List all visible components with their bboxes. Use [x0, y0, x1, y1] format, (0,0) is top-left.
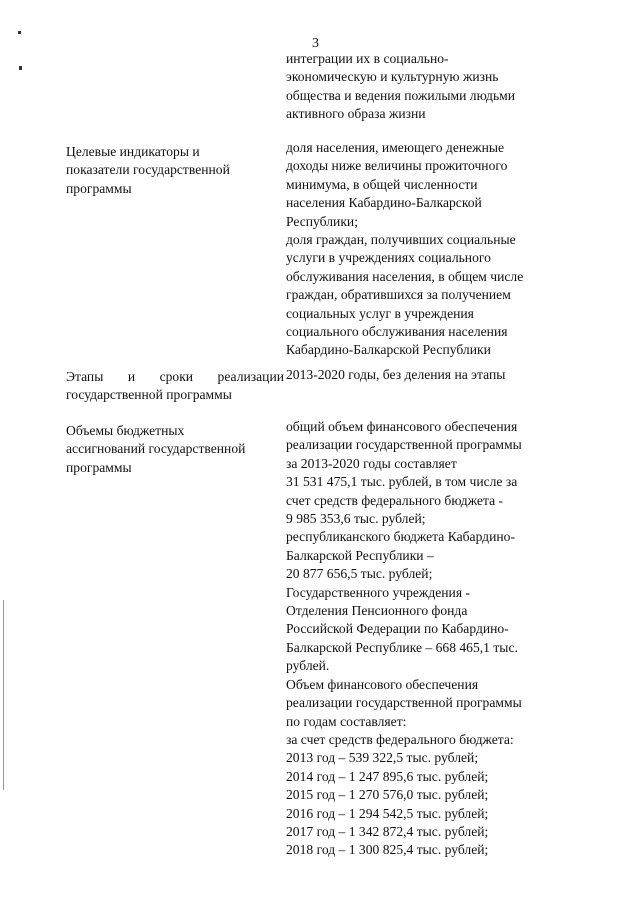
text-line: счет средств федерального бюджета - [286, 492, 504, 508]
text-line: 2015 год – 1 270 576,0 тыс. рублей; [286, 787, 489, 803]
text-line: доходы ниже величины прожиточного [286, 158, 508, 174]
text-line: по годам составляет: [286, 713, 407, 729]
text-line: доля граждан, получивших социальные [286, 232, 516, 248]
text-line: населения Кабардино-Балкарской [286, 195, 482, 211]
funding-label: Объемы бюджетных ассигнований государственной программы [66, 423, 246, 475]
text-line: услуги в учреждениях социального [286, 250, 491, 266]
text-line: Государственного учреждения - [286, 584, 470, 600]
text-line: 2018 год – 1 300 825,4 тыс. рублей; [286, 842, 489, 858]
text-line: социального обслуживания населения [286, 324, 508, 340]
text-line: Балкарской Республики – [286, 547, 434, 563]
text-line: экономическую и культурную жизнь [286, 69, 499, 85]
text-line: 2013-2020 годы, без деления на этапы [286, 367, 506, 382]
text-line: 2014 год – 1 247 895,6 тыс. рублей; [286, 768, 489, 784]
text-line: общий объем финансового обеспечения [286, 419, 518, 434]
scan-mark [18, 31, 21, 34]
text-line: 2016 год – 1 294 542,5 тыс. рублей; [286, 805, 489, 821]
text-line: Балкарской Республике – 668 465,1 тыс. [286, 639, 518, 655]
indicators-text [286, 139, 586, 360]
text-line: доля населения, имеющего денежные [286, 140, 505, 155]
stages-label: Этапы и сроки реализации государственной программы [66, 369, 284, 403]
stages-text [286, 366, 586, 384]
page-number: 3 [312, 36, 319, 51]
text-line: Объем финансового обеспечения [286, 676, 479, 692]
text-line: Отделения Пенсионного фонда [286, 603, 468, 619]
text-line: 20 877 656,5 тыс. рублей; [286, 566, 433, 582]
text-line: 9 985 353,6 тыс. рублей; [286, 511, 426, 527]
text-line: республиканского бюджета Кабардино- [286, 529, 515, 545]
text-line: минимума, в общей численности [286, 176, 478, 192]
text-line: граждан, обратившихся за получением [286, 287, 511, 303]
funding-text [286, 418, 586, 860]
text-line: 31 531 475,1 тыс. рублей, в том числе за [286, 474, 518, 490]
text-line: социальных услуг в учреждения [286, 305, 474, 321]
scan-mark [19, 66, 22, 70]
indicators-label: Целевые индикаторы и показатели государственной программы [66, 144, 230, 196]
text-line: обслуживания населения, в общем числе [286, 268, 524, 284]
text-line: за 2013-2020 годы составляет [286, 455, 457, 471]
text-line: Республики; [286, 213, 358, 229]
text-line: за счет средств федерального бюджета: [286, 731, 514, 747]
continuation-text [286, 50, 586, 124]
text-line: 2017 год – 1 342 872,4 тыс. рублей; [286, 823, 489, 839]
text-line: интеграции их в социально- [286, 51, 449, 66]
text-line: Российской Федерации по Кабардино- [286, 621, 509, 637]
text-line: общества и ведения пожилыми людьми [286, 87, 516, 103]
text-line: 2013 год – 539 322,5 тыс. рублей; [286, 750, 479, 766]
text-line: рублей. [286, 658, 330, 674]
text-line: активного образа жизни [286, 106, 426, 122]
text-line: реализации государственной программы [286, 695, 522, 711]
text-line: реализации государственной программы [286, 437, 522, 453]
text-line: Кабардино-Балкарской Республики [286, 342, 491, 358]
scan-mark [3, 600, 4, 790]
